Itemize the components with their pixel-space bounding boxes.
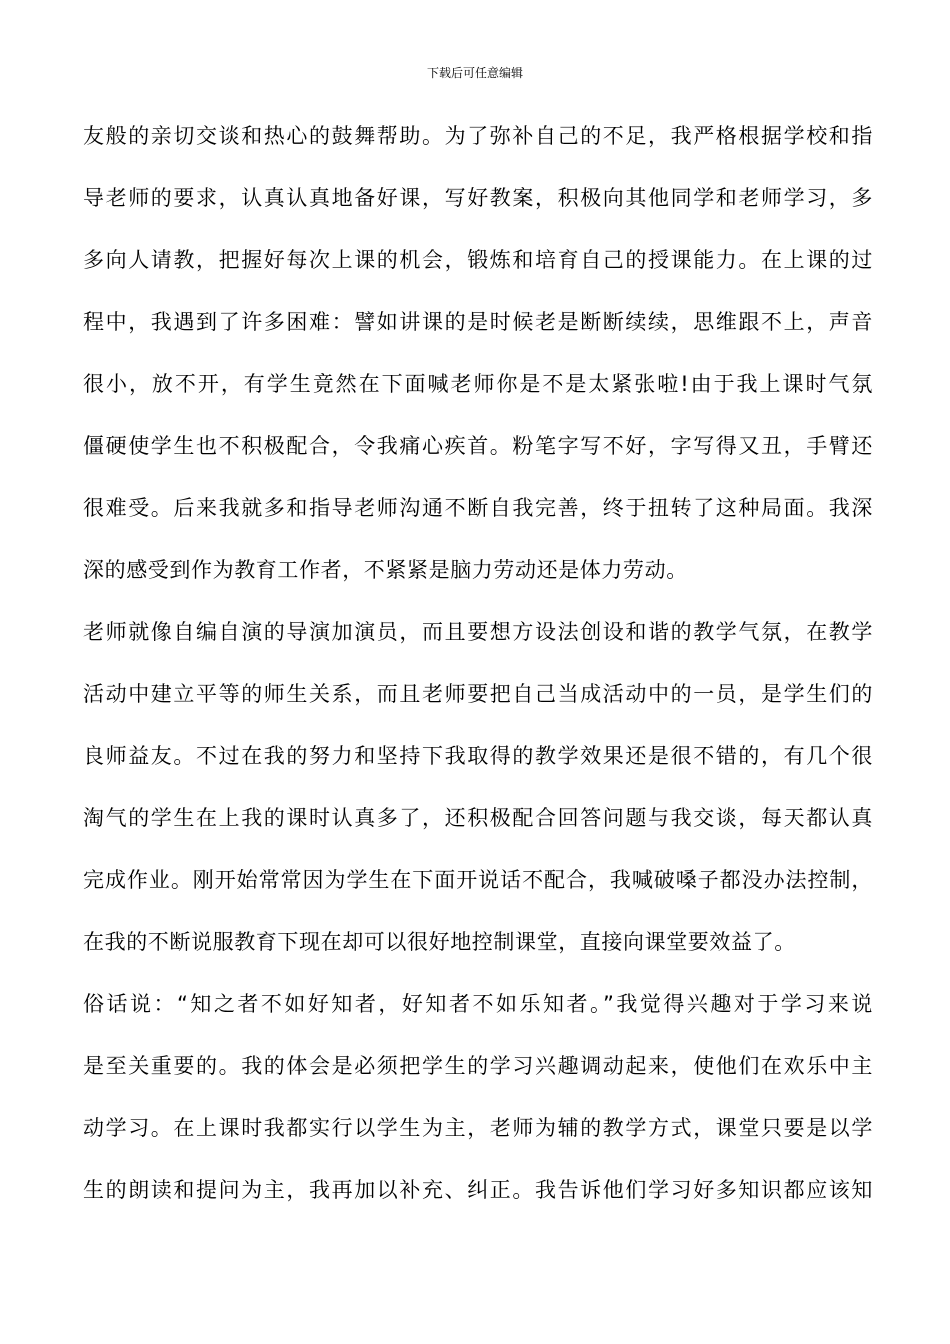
text-line: 生的朗读和提问为主，我再加以补充、纠正。我告诉他们学习好多知识都应该知 (83, 1178, 873, 1202)
text-line: 俗话说：“知之者不如好知者，好知者不如乐知者。”我觉得兴趣对于学习来说 (83, 992, 873, 1016)
text-line: 多向人请教，把握好每次上课的机会，锻炼和培育自己的授课能力。在上课的过 (83, 248, 873, 272)
paragraph-1 (83, 114, 873, 610)
paragraph-3 (83, 982, 873, 1230)
text-line: 在我的不断说服教育下现在却可以很好地控制课堂，直接向课堂要效益了。 (83, 930, 796, 954)
text-line: 老师就像自编自演的导演加演员，而且要想方设法创设和谐的教学气氛，在教学 (83, 620, 873, 644)
text-line: 程中，我遇到了许多困难：譬如讲课的是时候老是断断续续，思维跟不上，声音 (83, 310, 873, 334)
text-line: 友般的亲切交谈和热心的鼓舞帮助。为了弥补自己的不足，我严格根据学校和指 (83, 124, 873, 148)
text-line: 活动中建立平等的师生关系，而且老师要把自己当成活动中的一员，是学生们的 (83, 682, 873, 706)
text-line: 很难受。后来我就多和指导老师沟通不断自我完善，终于扭转了这种局面。我深 (83, 496, 873, 520)
text-line: 僵硬使学生也不积极配合，令我痛心疾首。粉笔字写不好，字写得又丑，手臂还 (83, 434, 873, 458)
paragraph-2 (83, 610, 873, 982)
document-body (83, 114, 873, 1230)
text-line: 导老师的要求，认真认真地备好课，写好教案，积极向其他同学和老师学习，多 (83, 186, 873, 210)
text-line: 淘气的学生在上我的课时认真多了，还积极配合回答问题与我交谈，每天都认真 (83, 806, 873, 830)
text-line: 动学习。在上课时我都实行以学生为主，老师为辅的教学方式，课堂只要是以学 (83, 1116, 873, 1140)
text-line: 是至关重要的。我的体会是必须把学生的学习兴趣调动起来，使他们在欢乐中主 (83, 1054, 873, 1078)
text-line: 深的感受到作为教育工作者，不紧紧是脑力劳动还是体力劳动。 (83, 558, 688, 582)
text-line: 很小，放不开，有学生竟然在下面喊老师你是不是太紧张啦!由于我上课时气氛 (83, 372, 873, 396)
page-header: 下载后可任意编辑 (426, 66, 523, 80)
text-line: 良师益友。不过在我的努力和坚持下我取得的教学效果还是很不错的，有几个很 (83, 744, 873, 768)
text-line: 完成作业。刚开始常常因为学生在下面开说话不配合，我喊破嗓子都没办法控制， (83, 868, 873, 892)
